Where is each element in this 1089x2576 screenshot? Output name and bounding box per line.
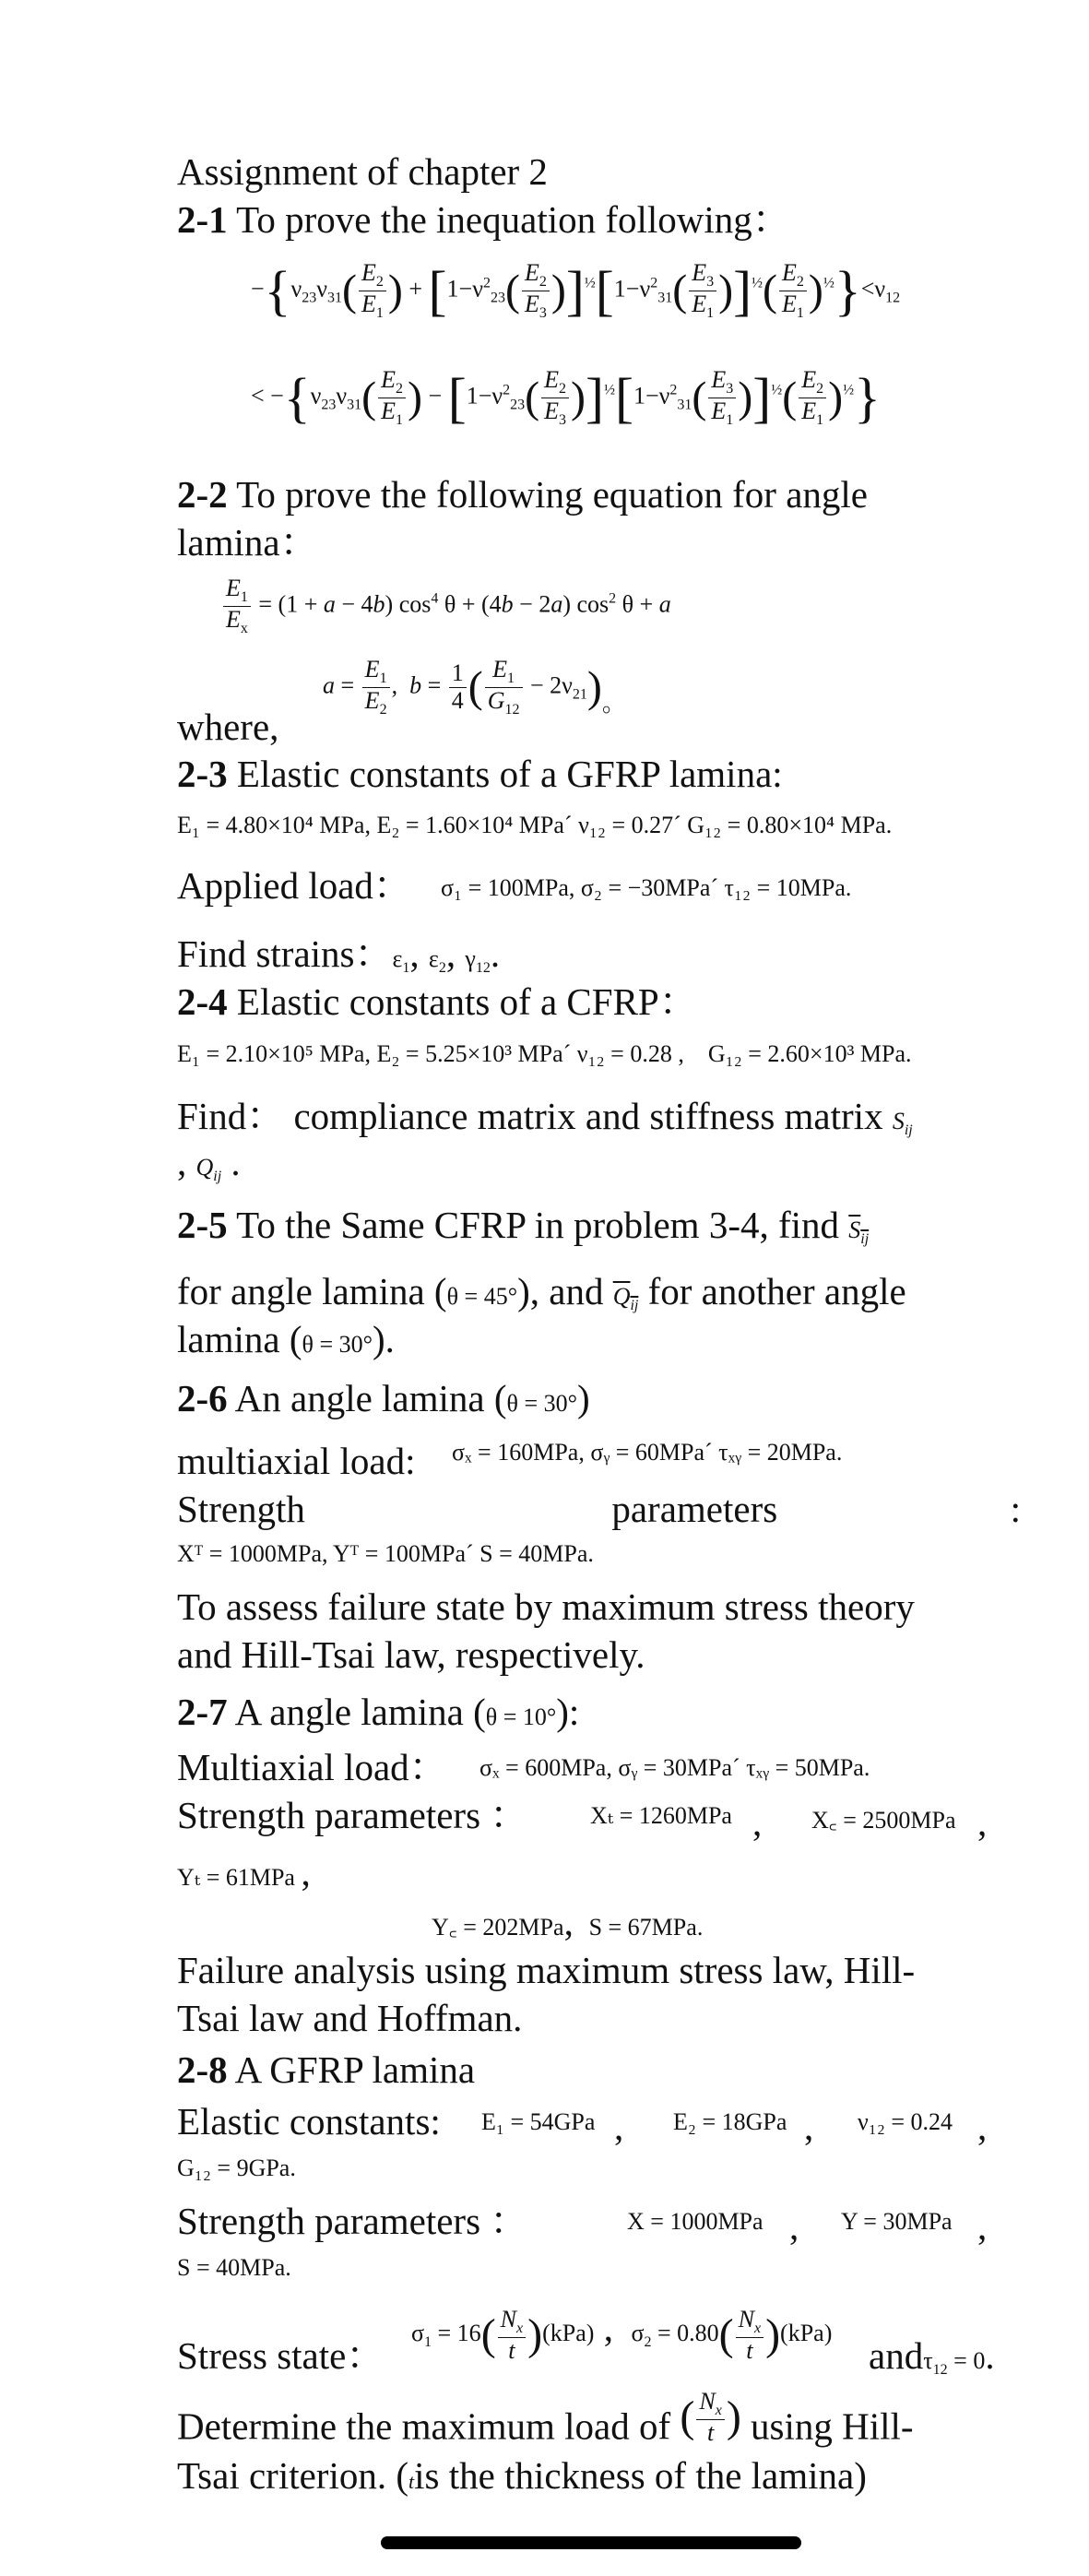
- y-value: Y = 30MPa: [841, 2208, 953, 2235]
- xc-value: X꜀ = 2500MPa: [811, 1807, 956, 1834]
- comma-2: ,: [977, 1801, 988, 1844]
- determine-line-2: Tsai criterion. (tis the thickness of the lamina): [177, 2454, 867, 2497]
- comma-7: ,: [977, 2205, 988, 2248]
- and-tau: andτ$_{12}$ = 0.: [869, 2334, 995, 2379]
- problem-2-7-heading: 2-7 A angle lamina (θ = 10°):: [177, 1691, 580, 1733]
- stress-state-equations: $\sigma_1 = 16$( $\frac{N_x}{t}$ )(kPa) , $\sigma_2 = 0.80$( $\frac{N_x}{t}$ )(kPa): [411, 2305, 833, 2364]
- problem-2-3-heading: 2-3 Elastic constants of a GFRP lamina:: [177, 753, 783, 795]
- yt-value: Yₜ = 61MPa ,: [177, 1851, 311, 1893]
- problem-2-5-line3: lamina (θ = 30°).: [177, 1318, 395, 1360]
- multiaxial-load-label: multiaxial load:: [177, 1440, 416, 1482]
- applied-load-values: σ₁ = 100MPa, σ₂ = −30MPa´ τ₁₂ = 10MPa.: [441, 874, 852, 901]
- strength-values: Xᵀ = 1000MPa, Yᵀ = 100MPa´ S = 40MPa.: [177, 1540, 594, 1567]
- g-value: G₁₂ = 9GPa.: [177, 2155, 296, 2181]
- home-indicator[interactable]: [381, 2536, 801, 2549]
- nu-value: ν₁₂ = 0.24: [858, 2108, 953, 2135]
- e1-value: E₁ = 54GPa: [481, 2108, 596, 2135]
- e2-value: E₂ = 18GPa: [673, 2108, 787, 2135]
- assess-line-1: To assess failure state by maximum stress theory: [177, 1585, 915, 1628]
- determine-line-1: Determine the maximum load of ( $\frac{N_x}{t}$ ) using Hill-: [177, 2388, 914, 2448]
- failure-line-1: Failure analysis using maximum stress law, Hill-: [177, 1949, 916, 1991]
- multiaxial-load-values: σₓ = 160MPa, σᵧ = 60MPa´ τₓᵧ = 20MPa.: [452, 1439, 843, 1466]
- page-title: Assignment of chapter 2: [177, 150, 548, 193]
- gfrp-constants: E₁ = 4.80×10⁴ MPa, E₂ = 1.60×10⁴ MPa´ ν₁₂ = 0.27´ G₁₂ = 0.80×10⁴ MPa.: [177, 812, 893, 838]
- applied-load-label: Applied load：: [177, 864, 411, 907]
- multiaxial-load-label-2: Multiaxial load：: [177, 1746, 447, 1788]
- strength-parameters-label: Strength parameters :: [177, 1488, 1021, 1530]
- find-matrices-q: , $Q_{ij}$ .: [177, 1141, 241, 1185]
- failure-line-2: Tsai law and Hoffman.: [177, 1997, 523, 2039]
- where-equation: a = $\frac{E_1}{E_2}$ , b = $\frac{1}{4}$ ( $\frac{E_1}{G_{12}}$ − $2\nu_{21}$)。: [323, 656, 626, 718]
- where-label: where,: [177, 706, 279, 748]
- problem-2-5-heading: 2-5 To the Same CFRP in problem 3-4, find $S_{ij}$: [177, 1204, 870, 1248]
- problem-2-4-heading: 2-4 Elastic constants of a CFRP：: [177, 980, 697, 1023]
- s-value: S = 40MPa.: [177, 2254, 291, 2281]
- find-matrices: Find： compliance matrix and stiffness matrix $S_{ij}$: [177, 1095, 913, 1139]
- comma-4: ,: [804, 2106, 814, 2148]
- problem-2-1-heading: 2-1 To prove the inequation following：: [177, 198, 790, 241]
- x-value: X = 1000MPa: [627, 2208, 763, 2235]
- xt-value: Xₜ = 1260MPa: [590, 1802, 732, 1829]
- problem-2-2-heading: 2-2 To prove the following equation for angle: [177, 473, 868, 516]
- problem-2-2-line2: lamina：: [177, 521, 318, 564]
- cfrp-constants: E₁ = 2.10×10⁵ MPa, E₂ = 5.25×10³ MPa´ ν₁₂ = 0.28 , G₁₂ = 2.60×10³ MPa.: [177, 1040, 912, 1067]
- elastic-constants-label: Elastic constants:: [177, 2100, 441, 2143]
- inequation-line-2: < $-\{\nu_{23}\nu_{31}$( $\frac{E_2}{E_1}$ ) − [$1-\nu^2_{23}$( $\frac{E_2}{E_3}$ )]$^{\frac{1}{2}}[1-\nu^2_{31}$( $\frac{E_3}{E_1}$ )]$^{\frac{1}{2}}$( $\frac{E_2}{E_1}$ )$^{\frac{1}{2}}$}: [251, 366, 881, 429]
- strength-params-2-8: Strength parameters ：: [177, 2200, 528, 2242]
- comma-5: ,: [977, 2106, 988, 2148]
- comma-3: ,: [614, 2106, 624, 2148]
- comma-1: ,: [752, 1801, 763, 1844]
- problem-2-8-heading: 2-8 A GFRP lamina: [177, 2048, 476, 2091]
- multiaxial-load-values-2: σₓ = 600MPa, σᵧ = 30MPa´ τₓᵧ = 50MPa.: [479, 1754, 870, 1781]
- inequation-line-1: $-\{\nu_{23}\nu_{31}$( $\frac{E_2}{E_1}$ ) + [$1-\nu^2_{23}$( $\frac{E_2}{E_3}$ )]$^{\frac{1}{2}}[1-\nu^2_{31}$( $\frac{E_3}{E_1}$ )]$^{\frac{1}{2}}$( $\frac{E_2}{E_1}$ )$^{\frac{1}{2}}\}<\nu_{12}$: [251, 259, 901, 322]
- strength-params-2-7: Strength parameters ：: [177, 1794, 528, 1836]
- stress-state-label: Stress state：: [177, 2334, 385, 2377]
- angle-equation: $\frac{E_1}{E_x}$ = (1 + a − 4b) $\cos^4 \theta + (4b - 2a)$ $\cos^2 \theta + a$: [221, 576, 671, 637]
- assess-line-2: and Hill-Tsai law, respectively.: [177, 1633, 645, 1676]
- find-strains: Find strains：$\varepsilon_1$, $\varepsilon_2$, $\gamma_{12}$.: [177, 932, 501, 977]
- problem-2-6-heading: 2-6 An angle lamina (θ = 30°): [177, 1377, 590, 1419]
- comma-6: ,: [789, 2205, 799, 2248]
- problem-2-5-line2: for angle lamina (θ = 45°), and $Q_{ij}$ for another angle: [177, 1270, 906, 1314]
- yc-s-values: Y꜀ = 202MPa, S = 67MPa.: [432, 1901, 704, 1943]
